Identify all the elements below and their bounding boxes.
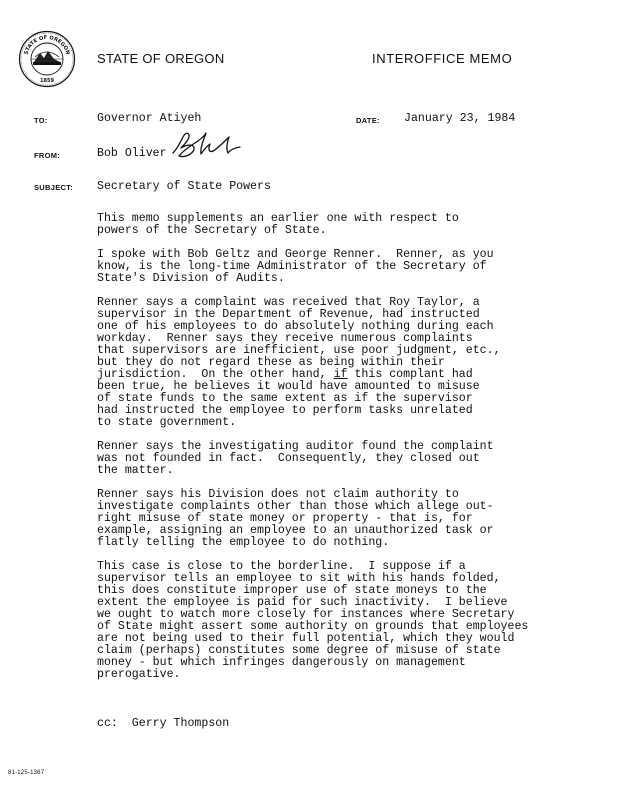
date-label: DATE: (356, 116, 380, 125)
body-line: that supervisors are inefficient, use poor judgment, etc., (97, 344, 501, 357)
body-line: workday. Renner says they receive numerous complaints (97, 332, 473, 345)
paragraph-6 (97, 561, 527, 681)
body-line: of state funds to the same extent as if the supervisor (97, 392, 473, 405)
body-line: example, assigning an employee to an unauthorized task or (97, 524, 494, 537)
body-line: Renner says his Division does not claim authority to (97, 488, 459, 501)
body-line: supervisor in the Department of Revenue, had instructed (97, 308, 480, 321)
body-line: investigate complaints other than those which allege out- (97, 500, 494, 513)
date-value: January 23, 1984 (404, 112, 516, 125)
subject-label: SUBJECT: (34, 183, 74, 192)
seal-year: 1859 (40, 78, 54, 84)
underlined-if: if (333, 368, 348, 381)
body-line: I spoke with Bob Geltz and George Renner. Renner, as you (97, 248, 494, 261)
body-line: one of his employees to do absolutely nothing during each (97, 320, 494, 333)
handwritten-signature (170, 129, 246, 167)
seal-text: STATE OF OREGON (23, 34, 71, 56)
subject-value: Secretary of State Powers (97, 180, 271, 193)
from-value: Bob Oliver (97, 147, 167, 160)
carbon-copy-line: cc: Gerry Thompson (97, 717, 230, 730)
body-line: but they do not regard these as being within their (97, 356, 445, 369)
paragraph-2 (97, 249, 527, 285)
body-line: State's Division of Audits. (97, 272, 285, 285)
body-line: are not being used to their full potential, which they would (97, 632, 515, 645)
state-seal-icon (18, 30, 76, 88)
paragraph-1 (97, 213, 527, 237)
body-line: was not founded in fact. Consequently, they closed out (97, 452, 480, 465)
body-line: been true, he believes it would have amounted to misuse (97, 380, 480, 393)
body-line: Renner says the investigating auditor found the complaint (97, 440, 494, 453)
to-value: Governor Atiyeh (97, 112, 202, 125)
body-text: this complant had (347, 368, 473, 381)
agency-heading: STATE OF OREGON (97, 51, 225, 66)
body-line: money - but which infringes dangerously on management (97, 656, 466, 669)
body-line: Renner says a complaint was received that Roy Taylor, a (97, 296, 480, 309)
document-type-heading: INTEROFFICE MEMO (372, 51, 513, 66)
to-label: TO: (34, 116, 48, 125)
paragraph-5 (97, 489, 527, 549)
body-line: This case is close to the borderline. I suppose if a (97, 560, 466, 573)
body-line: powers of the Secretary of State. (97, 224, 327, 237)
body-line: we ought to watch more closely for instances where Secretary (97, 608, 515, 621)
body-line: right misuse of state money or property - that is, for (97, 512, 473, 525)
body-line: prerogative. (97, 668, 181, 681)
paragraph-3 (97, 297, 527, 429)
body-line: of State might assert some authority on grounds that employees (97, 620, 529, 633)
body-line: know, is the long-time Administrator of the Secretary of (97, 260, 487, 273)
body-line: to state government. (97, 416, 237, 429)
body-line: this does constitute improper use of state moneys to the (97, 584, 487, 597)
form-number: 81-125-1367 (8, 770, 45, 776)
from-label: FROM: (34, 151, 61, 160)
body-line: flatly telling the employee to do nothing. (97, 536, 390, 549)
body-line: supervisor tells an employee to sit with his hands folded, (97, 572, 501, 585)
memo-body (97, 213, 527, 693)
body-text: jurisdiction. On the other hand, (97, 368, 334, 381)
svg-text:STATE OF OREGON (24, 35, 71, 56)
body-line: This memo supplements an earlier one with respect to (97, 212, 459, 225)
body-line: had instructed the employee to perform tasks unrelated (97, 404, 473, 417)
body-line: claim (perhaps) constitutes some degree of misuse of state (97, 644, 501, 657)
body-line: extent the employee is paid for such inactivity. I believe (97, 596, 508, 609)
paragraph-4 (97, 441, 527, 477)
body-line: the matter. (97, 464, 174, 477)
